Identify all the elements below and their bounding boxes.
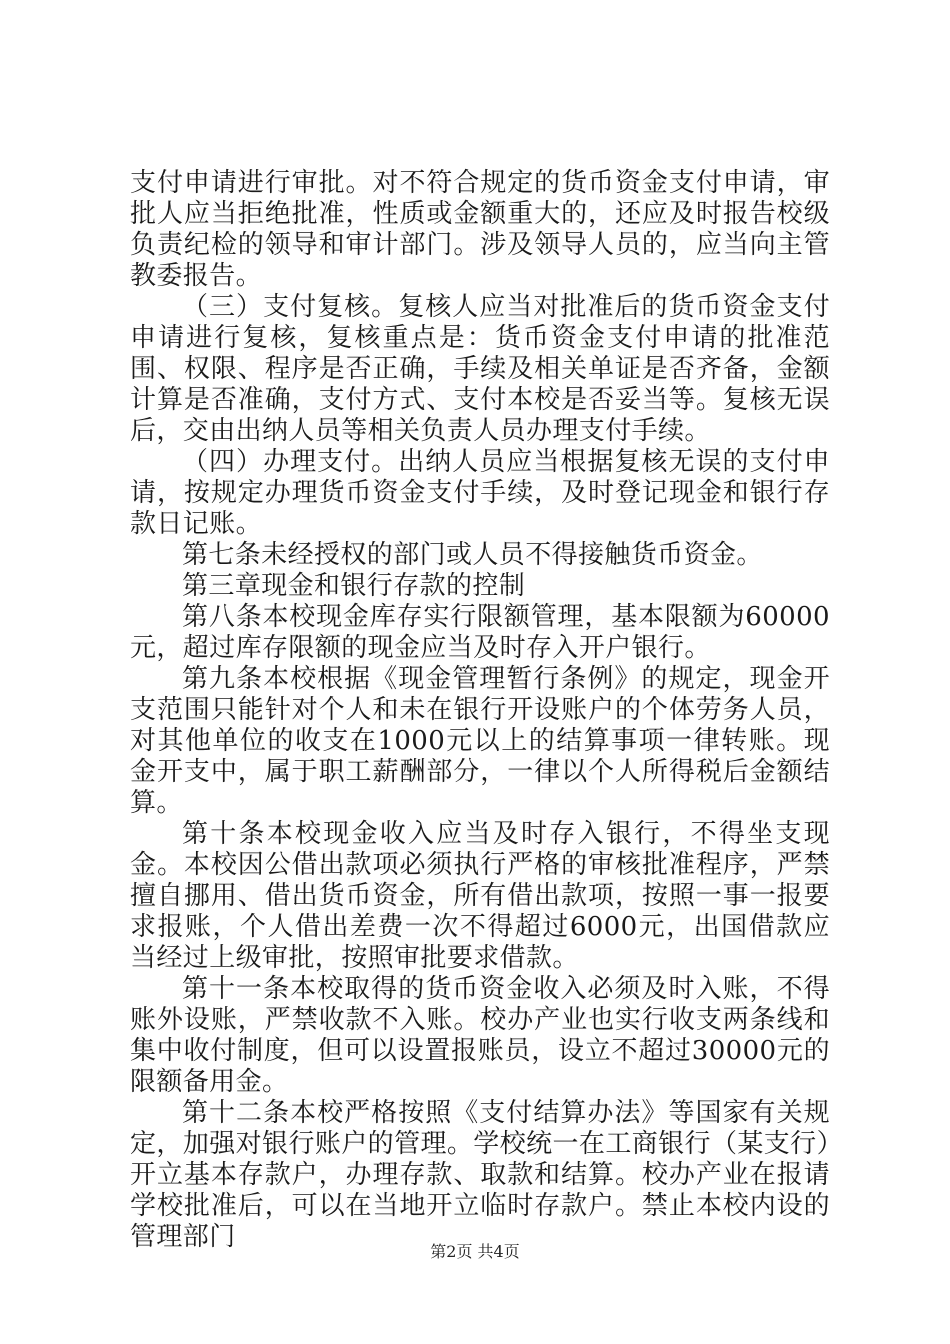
page-number: 第2页 共4页	[430, 1242, 520, 1261]
document-body	[130, 168, 830, 1253]
paragraph-article-10: 第十条本校现金收入应当及时存入银行，不得坐支现金。本校因公借出款项必须执行严格的审核批准程序，严禁擅自挪用、借出货币资金，所有借出款项，按照一事一报要求报账，个人借出差费一次不得超过6000元，出国借款应当经过上级审批，按照审批要求借款。	[130, 819, 830, 973]
chapter-heading: 第三章现金和银行存款的控制	[182, 571, 526, 601]
paragraph-payment-processing: （四）办理支付。出纳人员应当根据复核无误的支付申请，按规定办理货币资金支付手续，及时登记现金和银行存款日记账。	[130, 447, 830, 539]
paragraph-payment-review: （三）支付复核。复核人应当对批准后的货币资金支付申请进行复核，复核重点是：货币资金支付申请的批准范围、权限、程序是否正确，手续及相关单证是否齐备，金额计算是否准确，支付方式、支付本校是否妥当等。复核无误后，交由出纳人员等相关负责人员办理支付手续。	[130, 292, 830, 446]
paragraph-article-7: 第七条未经授权的部门或人员不得接触货币资金。	[182, 540, 763, 570]
paragraph-article-8: 第八条本校现金库存实行限额管理，基本限额为60000元，超过库存限额的现金应当及时存入开户银行。	[130, 602, 830, 663]
paragraph-continuation: 支付申请进行审批。对不符合规定的货币资金支付申请，审批人应当拒绝批准，性质或金额重大的，还应及时报告校级负责纪检的领导和审计部门。涉及领导人员的，应当向主管教委报告。	[130, 168, 830, 291]
paragraph-article-11: 第十一条本校取得的货币资金收入必须及时入账，不得账外设账，严禁收款不入账。校办产业也实行收支两条线和集中收付制度，但可以设置报账员，设立不超过30000元的限额备用金。	[130, 974, 830, 1097]
paragraph-article-9: 第九条本校根据《现金管理暂行条例》的规定，现金开支范围只能针对个人和未在银行开设账户的个体劳务人员，对其他单位的收支在1000元以上的结算事项一律转账。现金开支中，属于职工薪酬部分，一律以个人所得税后金额结算。	[130, 664, 830, 818]
paragraph-article-12: 第十二条本校严格按照《支付结算办法》等国家有关规定，加强对银行账户的管理。学校统一在工商银行（某支行）开立基本存款户，办理存款、取款和结算。校办产业在报请学校批准后，可以在当地开立临时存款户。禁止本校内设的管理部门	[130, 1098, 830, 1252]
